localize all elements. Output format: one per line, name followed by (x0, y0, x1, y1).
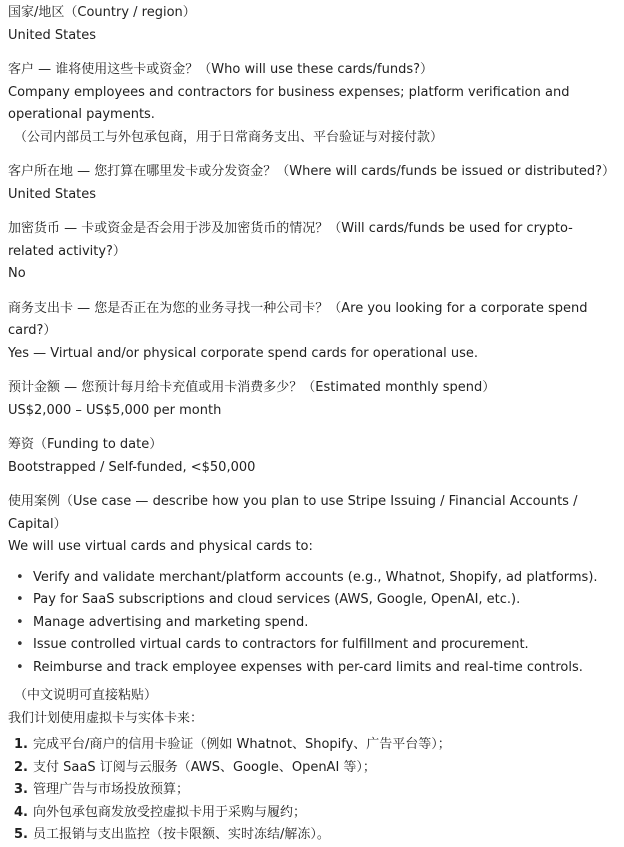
question-spend-card: 商务支出卡 — 您是否正在为您的业务寻找一种公司卡？（Are you looking for a corporate spend card?） (8, 300, 588, 338)
list-item: 5. 员工报销与支出监控（按卡限额、实时冻结/解冻）。 (14, 827, 330, 842)
qa-customers (8, 59, 615, 149)
answer-spend-card: Yes — Virtual and/or physical corporate spend cards for operational use. (8, 345, 479, 361)
answer-location: United States (8, 186, 97, 202)
answer-crypto: No (8, 266, 26, 281)
answer-customers-cn-note: （公司内部员工与外包承包商，用于日常商务支出、平台验证与对接付款） (14, 129, 444, 145)
list-item: 3. 管理广告与市场投放预算； (14, 782, 190, 797)
answer-monthly: US$2,000 – US$5,000 per month (8, 402, 222, 418)
list-item: • Verify and validate merchant/platform accounts (e.g., Whatnot, Shopify, ad platforms). (8, 567, 615, 590)
list-item: • Reimburse and track employee expenses with per-card limits and real-time controls. (8, 657, 615, 680)
question-customers: 客户 — 谁将使用这些卡或资金？（Who will use these cards/funds?） (8, 62, 434, 77)
qa-spend-card (8, 298, 615, 366)
question-country: 国家/地区（Country / region） (8, 5, 196, 20)
question-funding: 筹资（Funding to date） (8, 437, 163, 452)
list-item: • Pay for SaaS subscriptions and cloud services (AWS, Google, OpenAI, etc.). (8, 589, 615, 612)
use-case-cn-note: （中文说明可直接粘贴） (14, 688, 158, 703)
qa-use-case (8, 491, 615, 847)
bullet-icon: • (16, 592, 24, 607)
use-case-intro: We will use virtual cards and physical cards to: (8, 539, 313, 554)
question-monthly: 预计金额 — 您预计每月给卡充值或用卡消费多少？（Estimated monthly spend） (8, 380, 496, 395)
list-item: • Issue controlled virtual cards to contractors for fulfillment and procurement. (8, 634, 615, 657)
answer-country: United States (8, 27, 97, 43)
qa-funding (8, 434, 615, 479)
qa-monthly (8, 377, 615, 422)
question-use-case: 使用案例（Use case — describe how you plan to use Stripe Issuing / Financial Accounts / Capital） (8, 494, 578, 532)
qa-crypto (8, 218, 615, 286)
list-item: 1. 完成平台/商户的信用卡验证（例如 Whatnot、Shopify、广告平台等）； (14, 737, 451, 752)
use-case-cn-numbered-list (8, 734, 615, 847)
bullet-icon: • (16, 569, 24, 585)
list-item: 4. 向外包承包商发放受控虚拟卡用于采购与履约； (14, 804, 307, 820)
list-item: 2. 支付 SaaS 订阅与云服务（AWS、Google、OpenAI 等）； (14, 759, 376, 775)
bullet-icon: • (16, 614, 24, 630)
qa-country (8, 2, 615, 47)
use-case-bullet-list (8, 567, 615, 680)
bullet-icon: • (16, 637, 24, 652)
qa-location (8, 161, 615, 206)
answer-customers: Company employees and contractors for business expenses; platform verification and operational payments. (8, 84, 570, 122)
answer-funding: Bootstrapped / Self-funded, <$50,000 (8, 459, 256, 475)
use-case-cn-intro: 我们计划使用虚拟卡与实体卡来： (8, 710, 204, 726)
question-location: 客户所在地 — 您打算在哪里发卡或分发资金？（Where will cards/funds be issued or distributed?） (8, 164, 616, 179)
bullet-icon: • (16, 659, 24, 675)
list-item: • Manage advertising and marketing spend. (8, 612, 615, 635)
question-crypto: 加密货币 — 卡或资金是否会用于涉及加密货币的情况？（Will cards/funds be used for crypto-related activity?） (8, 221, 573, 259)
